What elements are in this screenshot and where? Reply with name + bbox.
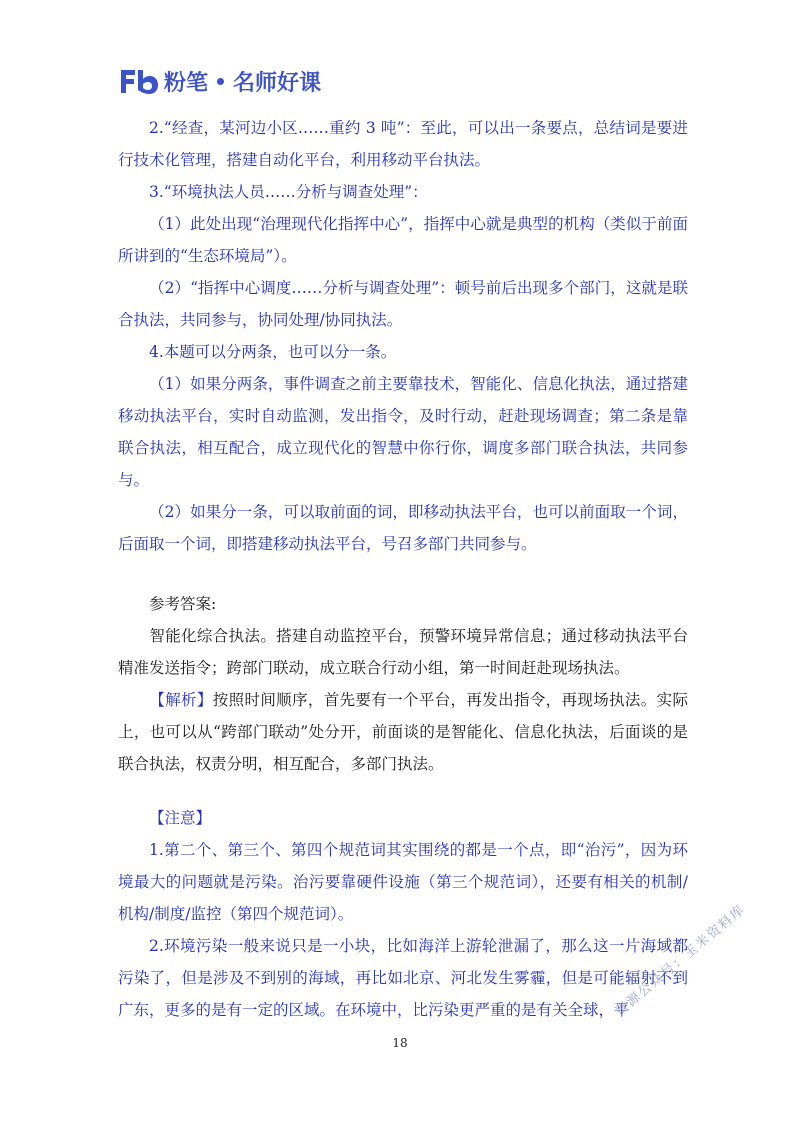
paragraph: （1）如果分两条，事件调查之前主要靠技术，智能化、信息化执法，通过搭建移动执法平台，实时自动监测，发出指令，及时行动，赶赴现场调查；第二条是靠联合执法，相互配合，成立现代化的智慧中你行你，调度多部门联合执法，共同参与。 (118, 375, 688, 489)
analysis-paragraph: 【解析】按照时间顺序，首先要有一个平台，再发出指令，再现场执法。实际上，也可以从“跨部门联动”处分开，前面谈的是智能化、信息化执法，后面谈的是联合执法，权责分明，相互配合，多部门执法。 (118, 691, 688, 773)
paragraph: 2.“经查，某河边小区……重约 3 吨”：至此，可以出一条要点，总结词是要进行技术化管理，搭建自动化平台，利用移动平台执法。 (118, 119, 688, 169)
note-label: 【注意】 (149, 809, 212, 827)
note-paragraph: 1.第二个、第三个、第四个规范词其实围绕的都是一个点，即“治污”，因为环境最大的问题就是污染。治污要靠硬件设施（第三个规范词），还要有相关的机制/机构/制度/监控（第四个规范词）。 (118, 841, 688, 923)
paragraph: 4.本题可以分两条，也可以分一条。 (149, 343, 397, 361)
separator-dot (217, 78, 224, 85)
watermark: 资源公众号：玉米资料库 (612, 901, 749, 1020)
answer-label: 参考答案: (149, 595, 217, 613)
brand-slogan: 名师好课 (233, 70, 322, 96)
answer-paragraph: 智能化综合执法。搭建自动监控平台，预警环境异常信息；通过移动执法平台精准发送指令；跨部门联动，成立联合行动小组，第一时间赶赴现场执法。 (118, 627, 688, 677)
page-number: 18 (392, 1036, 408, 1050)
brand-logo (118, 64, 321, 98)
brand-name: 粉笔 (164, 70, 209, 96)
fb-logo-icon (118, 66, 160, 96)
paragraph: 3.“环境执法人员……分析与调查处理”： (149, 183, 428, 201)
paragraph: （2）“指挥中心调度……分析与调查处理”：顿号前后出现多个部门，这就是联合执法，共同参与，协同处理/协同执法。 (118, 279, 688, 329)
paragraph: （1）此处出现“治理现代化指挥中心”，指挥中心就是典型的机构（类似于前面所讲到的“生态环境局”）。 (118, 215, 688, 265)
note-paragraph: 2.环境污染一般来说只是一小块，比如海洋上游轮泄漏了，那么这一片海域都污染了，但是涉及不到别的海域，再比如北京、河北发生雾霾，但是可能辐射不到广东，更多的是有一定的区域。在环境中，比污染更严重的是有关全球，平 (118, 937, 688, 1019)
paragraph: （2）如果分一条，可以取前面的词，即移动执法平台，也可以前面取一个词，后面取一个词，即搭建移动执法平台，号召多部门共同参与。 (118, 503, 688, 553)
